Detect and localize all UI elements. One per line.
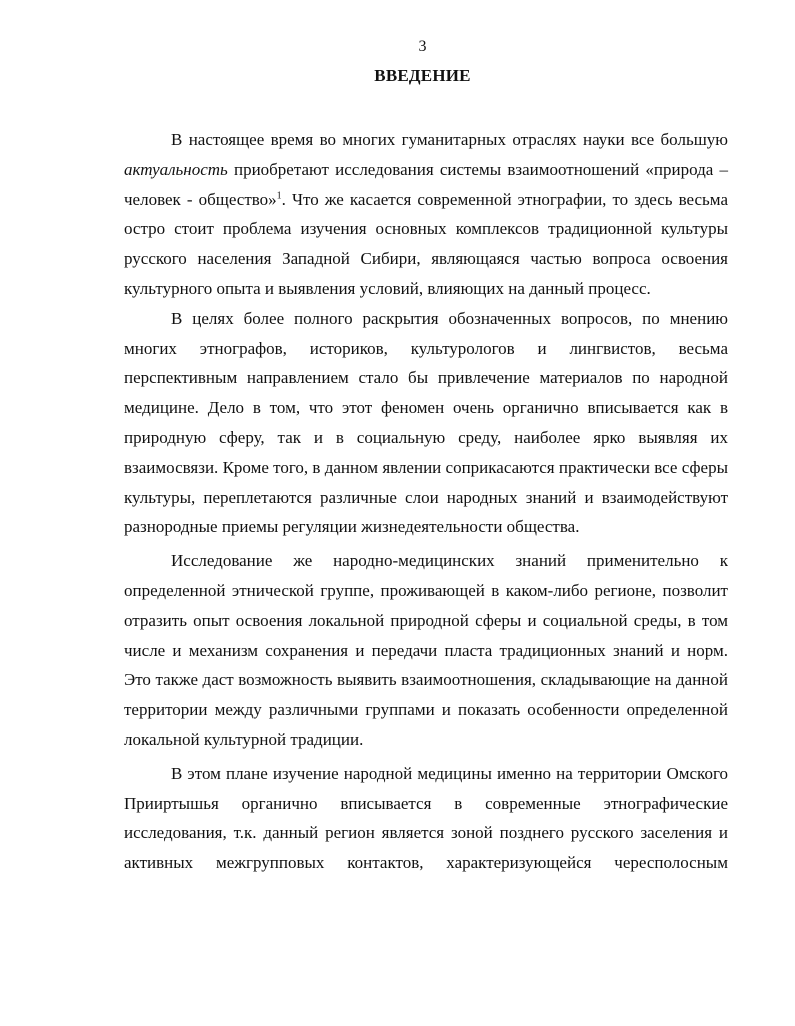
paragraph-2: В целях более полного раскрытия обозначенных вопросов, по мнению многих этнографов, историков, культурологов и лингвистов, весьма перспективным направлением стало бы привлечение материалов по народной медицине. Дело в том, что этот феномен очень органично вписывается как в природную сферу, так и в социальную среду, наиболее ярко выявляя их взаимосвязи. Кроме того, в данном явлении соприкасаются практически все сферы культуры, переплетаются различные слои народных знаний и взаимодействуют разнородные приемы регуляции жизнедеятельности общества. [124,308,728,537]
body-text [124,125,728,878]
footnote-marker: 1 [276,189,282,201]
page-number: 3 [418,38,427,55]
paragraph-1-end: . Что же касается современной этнографии, то здесь весьма остро стоит проблема изучения основных комплексов традиционной культуры русского населения Западной Сибири, являющаяся частью вопроса освоения культурного опыта и выявления условий, влияющих на данный процесс. [124,189,728,298]
paragraph-1 [124,125,728,304]
paragraph-1-middle: приобретают исследования системы взаимоотношений «природа – человек - общество» [124,159,728,209]
paragraph-4: В этом плане изучение народной медицины именно на территории Омского Прииртышья органично вписывается в современные этнографические исследования, т.к. данный регион является зоной позднего русского заселения и активных межгрупповых контактов, характеризующейся чересполосным [124,763,728,873]
paragraph-1-start: В настоящее время во многих гуманитарных отраслях науки все большую [171,130,728,149]
page-title: ВВЕДЕНИЕ [374,66,471,85]
paragraph-1-emphasis: актуальность [124,159,228,179]
paragraph-3: Исследование же народно-медицинских знаний применительно к определенной этнической группе, проживающей в каком-либо регионе, позволит отразить опыт освоения локальной природной сферы и социальной среды, в том числе и механизм сохранения и передачи пласта традиционных знаний и норм. Это также даст возможность выявить взаимоотношения, складывающие на данной территории между различными группами и показать особенности определенной локальной культурной традиции. [124,551,728,749]
